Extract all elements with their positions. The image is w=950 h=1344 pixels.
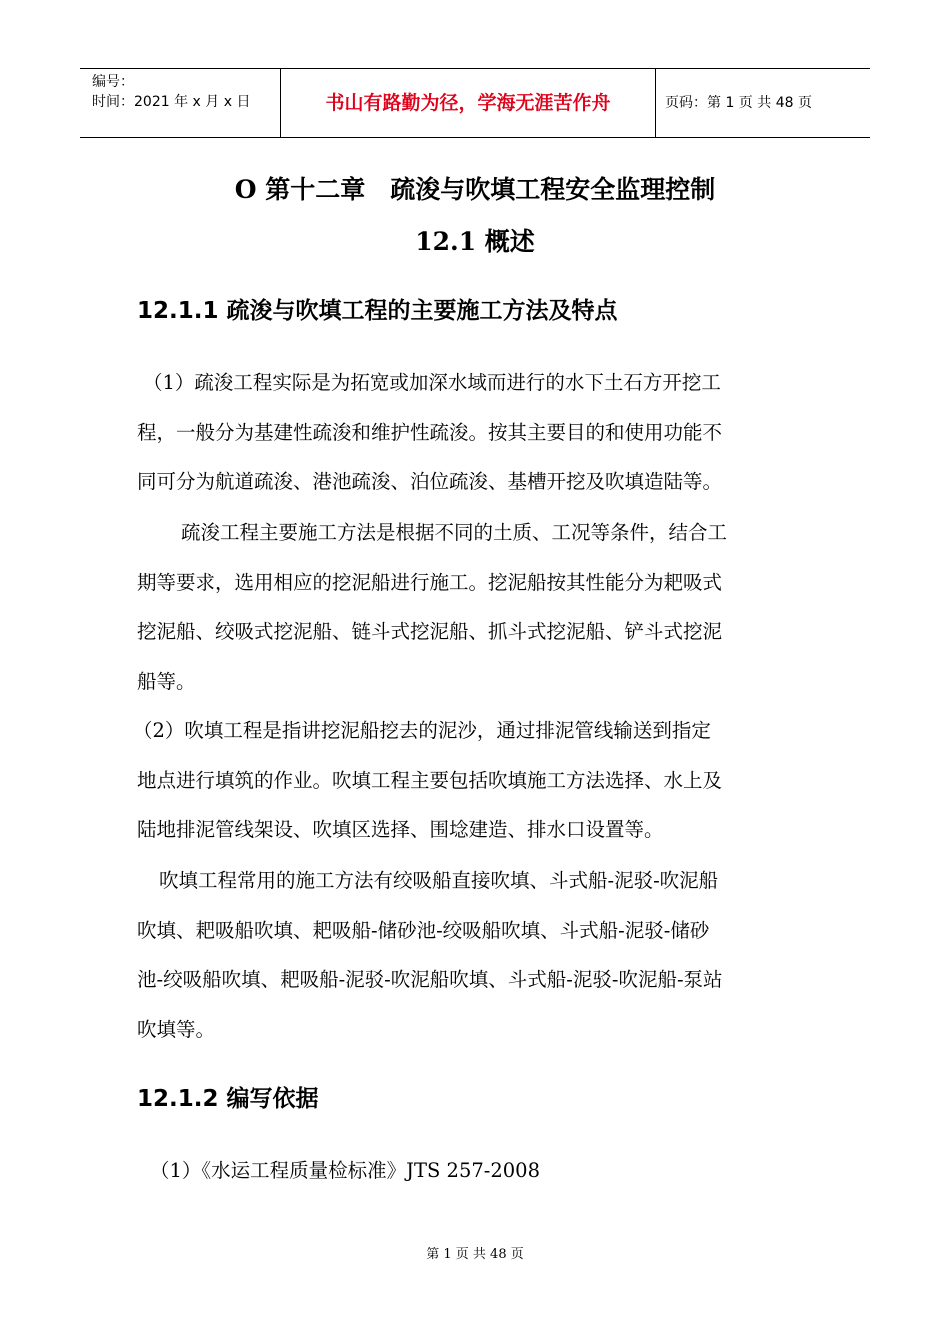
subsection-heading-12-1-2: 12.1.2 编写依据: [137, 1086, 319, 1112]
paragraph-line: 船等。: [137, 669, 196, 693]
paragraph-line: 程，一般分为基建性疏浚和维护性疏浚。按其主要目的和使用功能不: [137, 420, 723, 444]
page-header: [80, 68, 870, 138]
paragraph-dredging-methods: [137, 508, 817, 706]
header-page-info: 页码：第 1 页 共 48 页: [665, 95, 812, 111]
paragraph-dredging-definition: [137, 358, 823, 507]
paragraph-line: 同可分为航道疏浚、港池疏浚、泊位疏浚、基槽开挖及吹填造陆等。: [137, 470, 723, 493]
page-footer: 第 1 页 共 48 页: [426, 1247, 524, 1262]
paragraph-line: 疏浚工程主要施工方法是根据不同的土质、工况等条件，结合工: [181, 521, 728, 544]
subsection-heading-12-1-1: 12.1.1 疏浚与吹填工程的主要施工方法及特点: [137, 298, 618, 324]
paragraph-line: 期等要求，选用相应的挖泥船进行施工。挖泥船按其性能分为耙吸式: [137, 570, 723, 594]
reference-item-1: （1）《水运工程质量检标准》JTS 257-2008: [150, 1159, 540, 1182]
paragraph-line: 吹填工程常用的施工方法有绞吸船直接吹填、斗式船-泥驳-吹泥船: [159, 869, 719, 892]
paragraph-line: 地点进行填筑的作业。吹填工程主要包括吹填施工方法选择、水上及: [137, 768, 723, 792]
paragraph-reclamation-methods: [137, 856, 817, 1054]
header-page-cell: [655, 69, 870, 137]
section-title: 12.1 概述: [415, 227, 535, 256]
header-motto: 书山有路勤为径，学海无涯苦作舟: [325, 92, 611, 114]
document-number-label: 编号：: [92, 74, 134, 90]
paragraph-line: 吹填等。: [137, 1017, 216, 1041]
paragraph-line: 陆地排泥管线架设、吹填区选择、围埝建造、排水口设置等。: [137, 818, 664, 841]
paragraph-line: （1）疏浚工程实际是为拓宽或加深水域而进行的水下土石方开挖工: [143, 371, 721, 394]
paragraph-line: 池-绞吸船吹填、耙吸船-泥驳-吹泥船吹填、斗式船-泥驳-吹泥船-泵站: [137, 968, 723, 991]
header-motto-cell: [280, 69, 656, 137]
chapter-title: O 第十二章 疏浚与吹填工程安全监理控制: [234, 175, 716, 204]
paragraph-line: （2）吹填工程是指讲挖泥船挖去的泥沙，通过排泥管线输送到指定: [133, 719, 711, 742]
paragraph-line: 挖泥船、绞吸式挖泥船、链斗式挖泥船、抓斗式挖泥船、铲斗式挖泥: [137, 620, 723, 643]
paragraph-reclamation-definition: [133, 706, 817, 855]
document-date-label: 时间：2021 年 x 月 x 日: [92, 94, 251, 110]
header-meta-cell: [80, 69, 280, 137]
paragraph-line: 吹填、耙吸船吹填、耙吸船-储砂池-绞吸船吹填、斗式船-泥驳-储砂: [137, 918, 710, 942]
reference-list-item: [150, 1146, 830, 1196]
